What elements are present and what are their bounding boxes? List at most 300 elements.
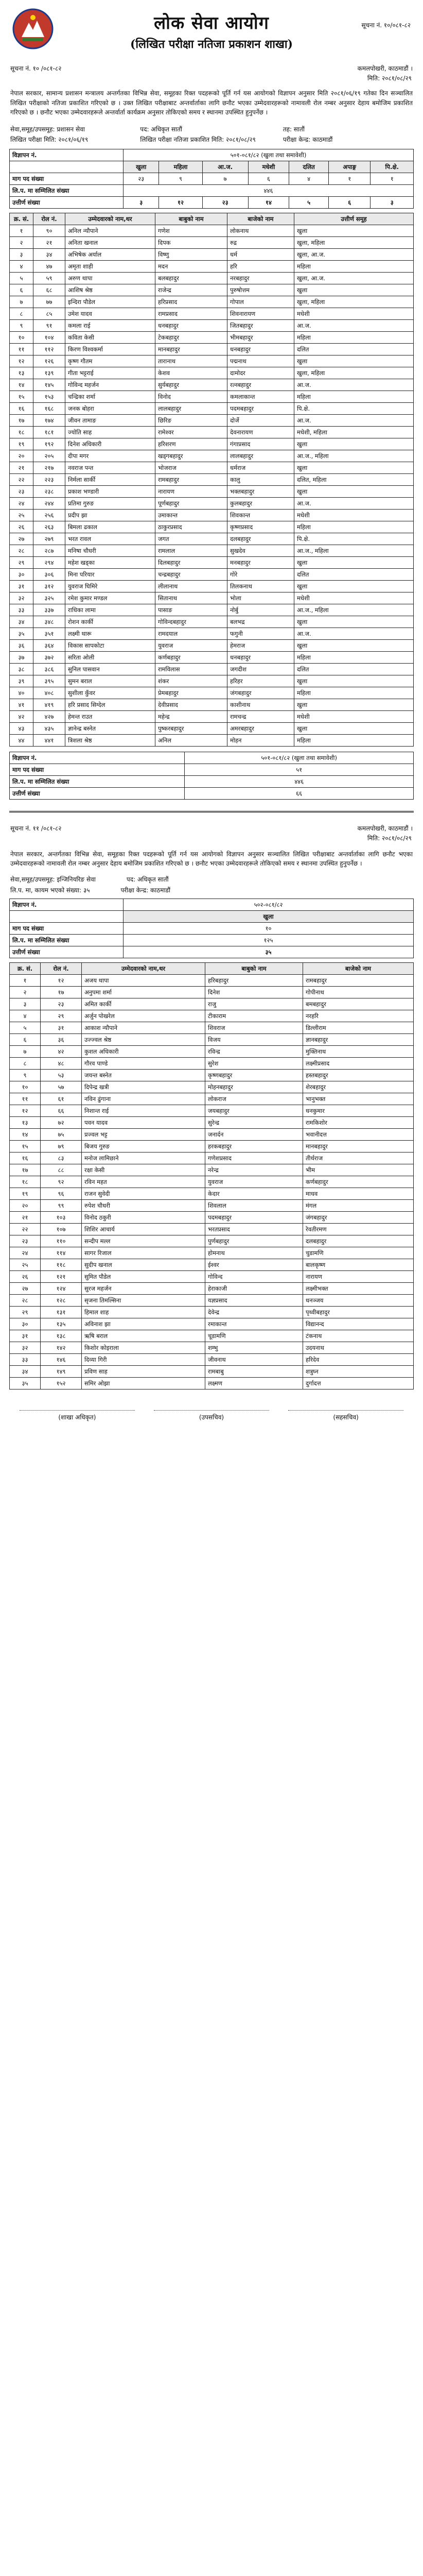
table-cell: ज्ञानेन्द्र बस्नेत [65,722,155,734]
table-cell: २६३ [33,521,65,533]
table-cell: २३ [41,998,82,1010]
posts-label-2: माग पद संख्या [10,922,124,934]
table-cell: विनोद [155,391,227,402]
table-row [10,1330,414,1342]
table-cell: जनार्दन [205,1128,303,1140]
table-cell: २ [10,986,41,998]
table-cell: १२१ [41,1270,82,1282]
table-cell: ७७ [33,296,65,308]
office-location: कमलपोखरी, काठमाडौं । [357,65,413,72]
table-cell: मिना परियार [65,568,155,580]
table-cell: पवन यादव [82,1116,205,1128]
table-cell: दिपेन्द्र खत्री [82,1081,205,1093]
table-cell: ३३ [10,604,33,616]
table-cell: मानबहादुर [155,343,227,355]
table-cell: १४९ [41,1365,82,1377]
table-cell: दुर्गादत्त [303,1377,414,1389]
table-cell: ५३ [41,1069,82,1081]
passed-cell: ५ [289,196,329,208]
exam-info-2b [9,885,414,895]
table-row [10,225,414,236]
table-cell: शत्रुघ्न [303,1365,414,1377]
table-cell: मदन [155,260,227,272]
sat-value-2: १२५ [124,934,414,946]
table-cell: ६६ [41,1105,82,1116]
table-cell: प्रतिमा गुरुङ [65,497,155,509]
table-cell: केदार [205,1188,303,1199]
table-cell: रामकिशोर [303,1116,414,1128]
adv-value-2: ५०२-०८१/८२ [124,899,414,910]
table-cell: १५ [10,1140,41,1152]
table-cell: दिलबहादुर [155,556,227,568]
table-cell: जीवन तामाङ [65,414,155,426]
posts-cell: १ [371,173,414,184]
table-row [10,521,414,533]
table-cell: लक्ष्मीभक्त [303,1282,414,1294]
table-row [10,1010,414,1022]
table-cell: ३० [10,1318,41,1330]
table-cell: ४०८ [33,687,65,699]
table-cell: राधिका लामा [65,604,155,616]
table-cell: ९० [33,225,65,236]
table-row [10,580,414,592]
table-cell: अर्जुन पोखरेल [82,1010,205,1022]
table-cell: पुष्करबहादुर [155,722,227,734]
table-row [10,497,414,509]
table-cell: २२ [10,473,33,485]
table-cell: युवराज [155,639,227,651]
table-cell: ३ [10,998,41,1010]
posts-cell: १ [328,173,370,184]
table-cell: २० [10,1199,41,1211]
table-cell: टंकनाथ [303,1330,414,1342]
table-cell: ११ [10,1093,41,1105]
table-cell: ३० [10,568,33,580]
table-cell: धनञ्जय [303,1294,414,1306]
summary-table [9,752,414,800]
table-cell: खुला [294,722,414,734]
table-row [10,1294,414,1306]
table-row [10,1188,414,1199]
notice-ref-2: सूचना नं. ११ /०८१-८२ [10,824,62,832]
table-cell: शिवराज [205,1022,303,1033]
table-cell: सुदीप खनाल [82,1259,205,1270]
table-cell: १३ [10,367,33,379]
col-header: रोल नं. [33,213,65,225]
table-row [10,284,414,296]
table-row [10,1235,414,1247]
table-cell: सुरज महर्जन [82,1282,205,1294]
table-cell: १०७ [41,1223,82,1235]
table-cell: रामदयाल [155,628,227,639]
table-cell: २१७ [33,462,65,473]
meta-middle [61,64,357,73]
table-cell: गीता भट्टराई [65,367,155,379]
table-row [10,1377,414,1389]
table-cell: १७ [10,1164,41,1176]
col-header-2: बाजेको नाम [303,962,414,974]
table-cell: खुला [294,675,414,687]
table-cell: बलभद्र [227,616,294,628]
table-cell: धनबहादुर [155,319,227,331]
adv-label: विज्ञापन नं. [10,149,124,161]
table-cell: १२६ [33,355,65,367]
table-row [10,367,414,379]
table-cell: १७ [41,986,82,998]
table-cell: १२४ [41,1282,82,1294]
table-row [10,710,414,722]
table-cell: गोविन्द [205,1270,303,1282]
table-cell: माधव [303,1188,414,1199]
table-cell: २५६ [33,509,65,521]
table-cell: निर्मला सार्की [65,473,155,485]
table-cell: लालबहादुर [227,450,294,462]
col-header: बाजेको नाम [227,213,294,225]
table-cell: मनबहादुर [227,556,294,568]
table-cell: २२३ [33,473,65,485]
table-cell: आ.ज., महिला [294,604,414,616]
table-cell: महिला [294,260,414,272]
table-row [10,734,414,746]
table-row [10,1093,414,1105]
table-cell: २२ [10,1223,41,1235]
table-cell: बिजय गुरुङ [82,1140,205,1152]
table-cell: कालु [227,473,294,485]
table-cell: आ.ज. [294,414,414,426]
table-cell: महिला [294,521,414,533]
table-cell: ३२ [10,1342,41,1353]
post-level: तह: सातौं [283,125,305,133]
table-cell: अरुण थापा [65,272,155,284]
table-cell: ३९५ [33,675,65,687]
table-cell: १ [10,225,33,236]
table-cell: ३४८ [33,616,65,628]
table-cell: आ.ज. [294,379,414,391]
adv-value: ५०१-०८१/८२ (खुला तथा समावेशी) [124,149,414,161]
table-cell: २९ [41,1010,82,1022]
table-cell: सुर्यबहादुर [155,379,227,391]
table-cell: पृथ्वीबहादुर [303,1306,414,1318]
table-cell: १४ [10,1128,41,1140]
table-row [10,272,414,284]
table-cell: चन्द्रबहादुर [155,568,227,580]
table-cell: ७ [10,1045,41,1057]
table-cell: ६१ [41,1093,82,1105]
table-cell: त्रिशला श्रेष्ठ [65,734,155,746]
table-cell: गौरव पाण्डे [82,1057,205,1069]
table-row [10,651,414,663]
table-cell: होमनाथ [205,1247,303,1259]
table-cell: ३४ [33,248,65,260]
table-cell: मधेशी [294,710,414,722]
table-cell: २७ [10,1282,41,1294]
table-row [10,1199,414,1211]
table-cell: दलित [294,568,414,580]
table-cell: जगदीश [227,663,294,675]
table-cell: २८७ [33,545,65,556]
table-cell: खुला, महिला [294,236,414,248]
table-cell: १५३ [33,391,65,402]
table-cell: ४८ [41,1057,82,1069]
signature-undersecretary: (उपसचिव) [154,1410,269,1421]
org-title: लोक सेवा आयोग [154,13,269,33]
table-cell: २९४ [33,556,65,568]
table-cell: ४४१ [33,734,65,746]
table-cell: हेमन्त राउत [65,710,155,722]
table-row [10,1164,414,1176]
table-cell: ३४ [10,1365,41,1377]
table-cell: ९९ [41,1199,82,1211]
table-cell: मधेशी, महिला [294,426,414,438]
table-cell: ३२ [10,592,33,604]
posts-cell: ६ [248,173,289,184]
table-cell: रामविलास [155,663,227,675]
table-cell: ८ [10,1057,41,1069]
table-cell: १० [10,331,33,343]
table-row [10,699,414,710]
table-cell: दलित, महिला [294,473,414,485]
post-name-2: पद: अधिकृत सातौं [126,875,169,883]
table-cell: बिमला ढकाल [65,521,155,533]
table-row [10,1318,414,1330]
table-cell: सुमन बराल [65,675,155,687]
table-cell: राजन सुवेदी [82,1188,205,1199]
table-cell: शंकर [155,675,227,687]
table-cell: मानबहादुर [303,1140,414,1152]
table-cell: ४१९ [33,699,65,710]
table-cell: शम्भु [205,1342,303,1353]
table-cell: हेराकाजी [205,1282,303,1294]
table-cell: भक्तबहादुर [227,485,294,497]
table-row [10,343,414,355]
table-cell: ४३५ [33,722,65,734]
results-body-2 [10,974,414,1389]
table-row [10,974,414,986]
table-cell: १४२ [41,1342,82,1353]
result-date: लिखित परीक्षा नतिजा प्रकाशित मिति: २०८१/०८/२९ [140,135,256,143]
table-cell: ३८६ [33,663,65,675]
table-cell: ४० [10,687,33,699]
table-cell: १०४ [33,331,65,343]
table-row [10,260,414,272]
table-cell: ४२ [41,1045,82,1057]
table-cell: १९२ [33,438,65,450]
table-cell: शिवलाल [205,1199,303,1211]
table-cell: खुला [294,462,414,473]
table-cell: दिनेश [205,986,303,998]
table-cell: आ.ज., महिला [294,545,414,556]
col-header-2: उम्मेदवारको नाम,थर [82,962,205,974]
table-cell: चुडामणि [303,1247,414,1259]
office-location-2: कमलपोखरी, काठमाडौं । [357,824,413,832]
table-cell: ११ [10,343,33,355]
table-cell: खुला [294,438,414,450]
table-cell: दीपा मगर [65,450,155,462]
table-cell: राजु [205,998,303,1010]
table-cell: ४२७ [33,710,65,722]
table-cell: फगुनी [227,628,294,639]
notice-ref: सूचना नं. १० /०८१-८२ [10,65,62,72]
col-header-2: क्र. सं. [10,962,41,974]
summary-posts-value: ५१ [185,764,414,775]
table-row [10,236,414,248]
table-cell: चूडामणि [205,1330,303,1342]
table-cell: २९ [10,1306,41,1318]
table-row [10,1211,414,1223]
table-cell: पदमबहादुर [227,402,294,414]
table-cell: ४२ [10,710,33,722]
table-cell: देवेन्द्र [205,1306,303,1318]
table-cell: हरकबहादुर [205,1140,303,1152]
table-cell: अजय थापा [82,974,205,986]
notice-header [9,5,414,61]
table-cell: विनोद ठकुरी [82,1211,205,1223]
summary-passed-label: उत्तीर्ण संख्या [10,787,185,799]
posts-cell: ९ [159,173,202,184]
quota-table-2 [9,899,414,958]
table-cell: दामोदर [227,367,294,379]
table-cell: ११२ [33,343,65,355]
summary-posts-label: माग पद संख्या [10,764,185,775]
table-cell: कर्णबहादुर [155,651,227,663]
table-cell: ३७२ [33,651,65,663]
table-row [10,568,414,580]
signature-jointsecretary: (सहसचिव) [288,1410,403,1421]
table-cell: पुरुषोत्तम [227,284,294,296]
table-cell: लोकराज [205,1093,303,1105]
table-cell: धर्मराज [227,462,294,473]
table-cell: ३५ [10,628,33,639]
table-cell: ज्ञानबहादुर [303,1033,414,1045]
table-cell: अविनाश झा [82,1318,205,1330]
service-group-2: सेवा,समूह/उपसमूह: इन्जिनियरिङ सेवा [10,875,96,883]
table-cell: रामचन्द्र [227,710,294,722]
results-table-2 [9,962,414,1389]
summary-passed-value: ६६ [185,787,414,799]
table-cell: ६ [10,1033,41,1045]
table-cell: १२ [41,974,82,986]
table-row [10,986,414,998]
table-cell: हरि प्रसाद सिग्देल [65,699,155,710]
table-cell: आ.ज., महिला [294,450,414,462]
table-cell: ८३ [41,1152,82,1164]
table-cell: उदयनाथ [303,1342,414,1353]
passed-label: उत्तीर्ण संख्या [10,196,124,208]
table-cell: २० [10,450,33,462]
table-cell: रामप्रसाद [155,308,227,319]
table-cell: सुशीला कुँवर [65,687,155,699]
table-cell: १८ [10,426,33,438]
table-row [10,438,414,450]
table-cell: जंगबहादुर [227,687,294,699]
table-cell: १३८ [41,1330,82,1342]
table-cell: मनिषा चौधरी [65,545,155,556]
table-cell: बलबहादुर [155,272,227,284]
table-row [10,1342,414,1353]
table-cell: खुला [294,284,414,296]
table-cell: ९१ [33,319,65,331]
table-cell: खुला [294,225,414,236]
table-cell: धर्म [227,248,294,260]
passed-cell: २३ [202,196,248,208]
table-cell: अनिता खनाल [65,236,155,248]
table-cell: प्रेमबहादुर [155,687,227,699]
table-cell: १२८ [41,1294,82,1306]
table-cell: नरेन्द्र [205,1164,303,1176]
table-cell: २५ [10,509,33,521]
table-cell: १६ [10,402,33,414]
table-cell: ३७ [10,651,33,663]
table-cell: रोशन कार्की [65,616,155,628]
table-cell: दलबहादुर [303,1235,414,1247]
table-cell: रुद्र [227,236,294,248]
table-cell: ७ [10,296,33,308]
table-cell: खुला, महिला [294,296,414,308]
table-cell: हरिबहादुर [205,974,303,986]
table-cell: भरत रावल [65,533,155,545]
meta-row-2 [9,821,414,834]
table-cell: २१ [10,1211,41,1223]
results-table-1 [9,213,414,747]
table-cell: सुरेश [205,1057,303,1069]
table-cell: २०५ [33,450,65,462]
table-cell: अनुपमा शर्मा [82,986,205,998]
table-cell: शिशिर आचार्य [82,1223,205,1235]
table-cell: सुखदेव [227,545,294,556]
table-cell: जनक बोहरा [65,402,155,414]
section-divider [9,811,414,812]
table-cell: आ.ज. [294,497,414,509]
table-cell: ३६ [41,1033,82,1045]
table-cell: २१ [33,236,65,248]
table-cell: किशोर कोइराला [82,1342,205,1353]
table-cell: पि.क्षे. [294,533,414,545]
table-cell: रविन्द्र [205,1045,303,1057]
table-cell: अमरबहादुर [227,722,294,734]
table-cell: १४ [10,379,33,391]
posts-cell: २३ [124,173,159,184]
table-cell: महिला [294,734,414,746]
table-cell: रामबहादुर [303,974,414,986]
table-cell: कमलाकान्त [227,391,294,402]
table-cell: आकाश न्यौपाने [82,1022,205,1033]
table-cell: १२ [10,355,33,367]
table-cell: मधेशी [294,592,414,604]
signature-row [9,1410,414,1421]
table-cell: आ.ज. [294,319,414,331]
table-cell: किरण विश्वकर्मा [65,343,155,355]
passed-cell: ३ [371,196,414,208]
quota-header-2: खुला [124,910,414,922]
table-row [10,296,414,308]
sat-label: लि.प. मा सम्मिलित संख्या [10,184,124,196]
table-cell: नविन ढुंगाना [82,1093,205,1105]
passed-cell: ६ [328,196,370,208]
table-cell: लक्ष्मण [205,1377,303,1389]
table-cell: भीमबहादुर [227,331,294,343]
table-cell: २१ [10,462,33,473]
table-cell: नारायण [303,1270,414,1282]
table-cell: कृष्णबहादुर [205,1069,303,1081]
table-cell: भरतप्रसाद [205,1223,303,1235]
table-cell: २४ [10,497,33,509]
table-cell: सृजना तिमल्सिना [82,1294,205,1306]
table-cell: महिला [294,651,414,663]
table-cell: नवराज पन्त [65,462,155,473]
table-cell: खुला [294,616,414,628]
notice-number: सूचना नं. १०/०८१-८२ [361,22,411,29]
col-header-2: रोल नं. [41,962,82,974]
